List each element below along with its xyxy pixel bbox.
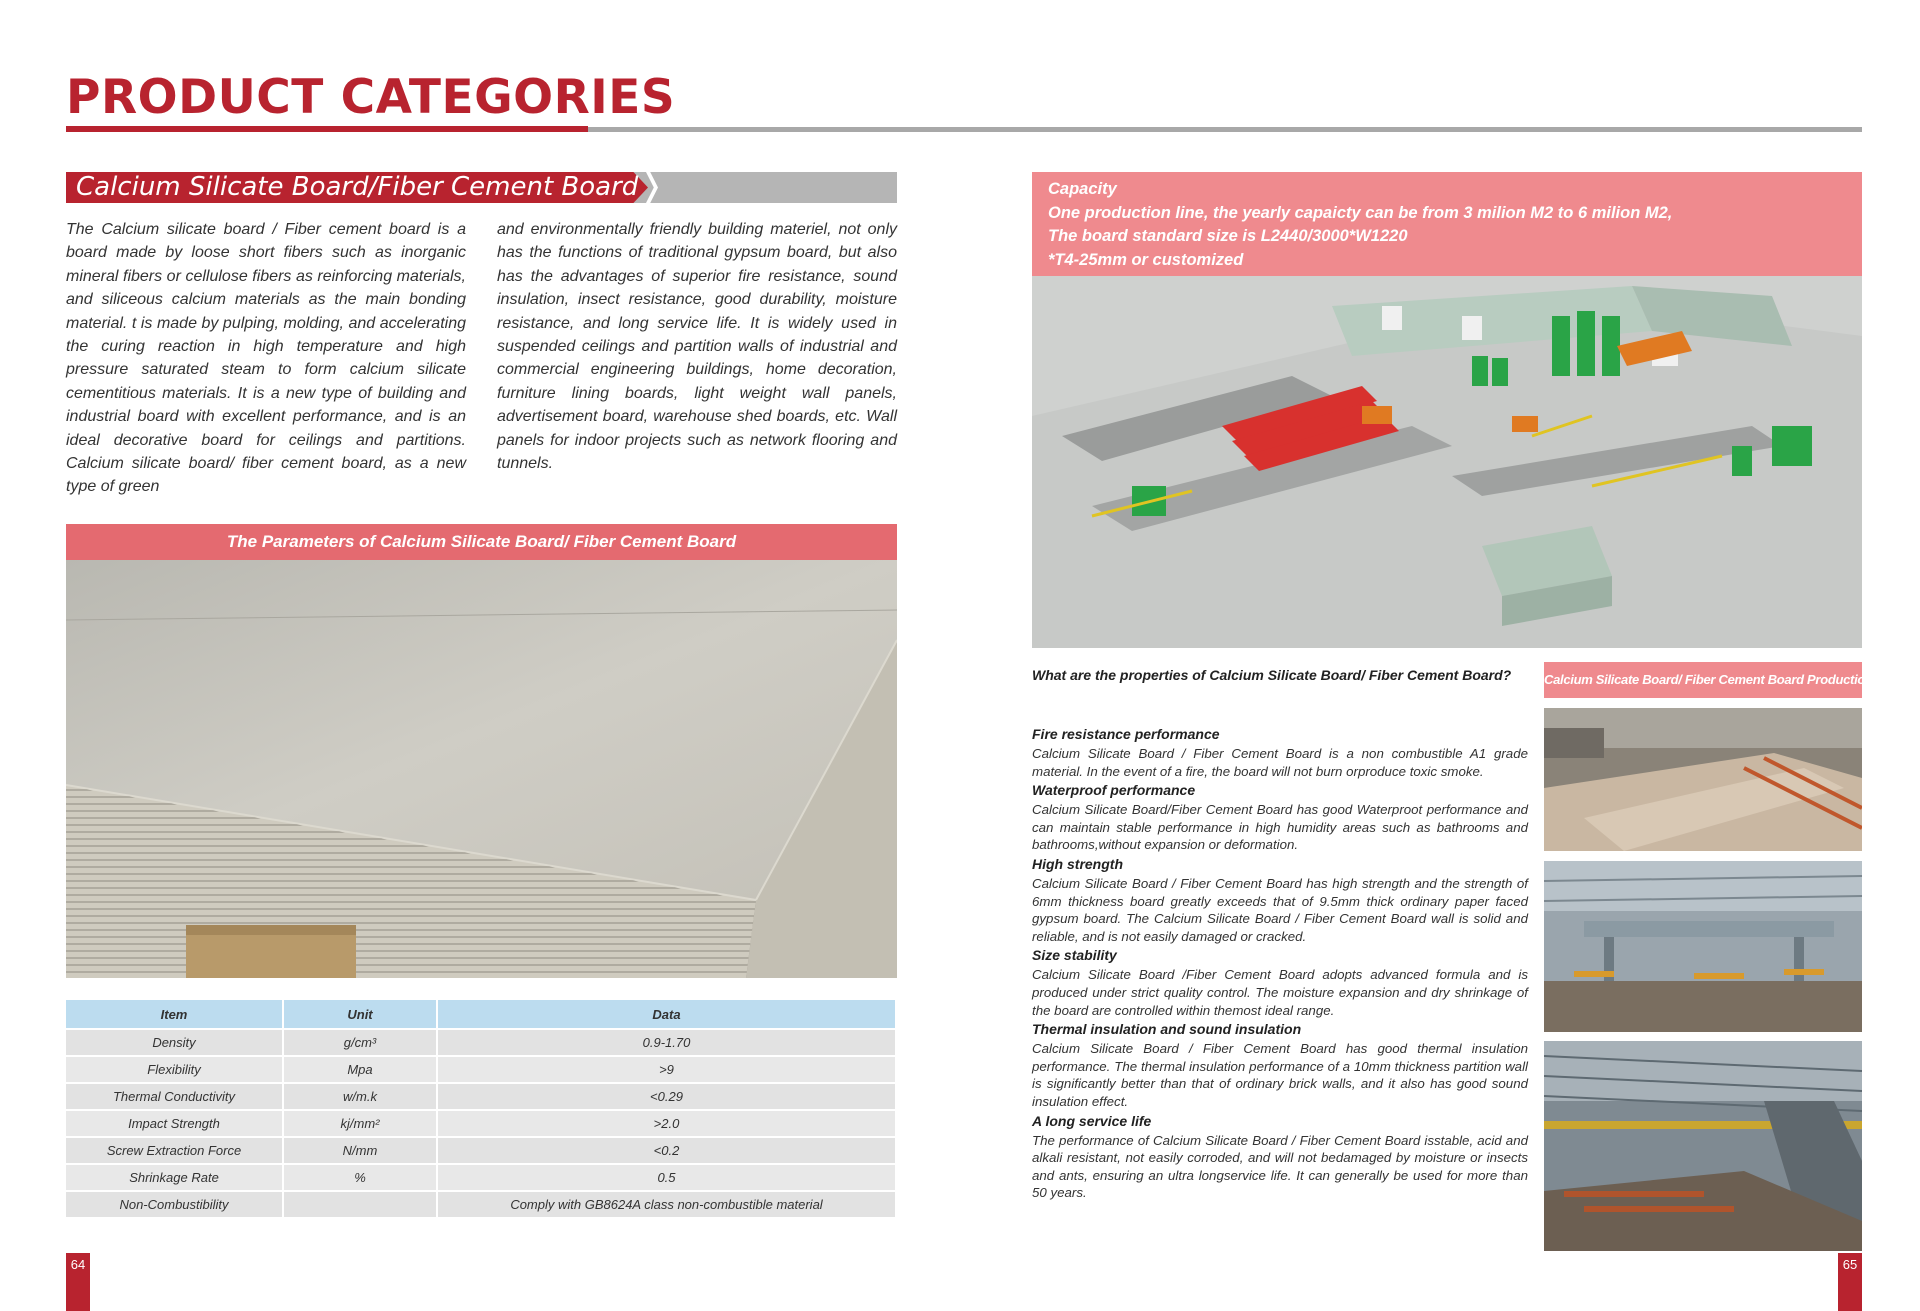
property-body-strength: Calcium Silicate Board / Fiber Cement Board has high strength and the strength of 6mm thickness board greatly exceeds that of 9.5mm thick ordinary paper faced gypsum board. The Calcium Silicate Board / Fiber Cement Board wall is solid and reliable, and is not easily damaged or cracked. bbox=[1032, 875, 1528, 944]
table-cell-data: <0.2 bbox=[437, 1137, 896, 1164]
table-cell-unit: g/cm³ bbox=[283, 1029, 437, 1056]
table-header-unit: Unit bbox=[283, 1000, 437, 1029]
property-body-insulation: Calcium Silicate Board / Fiber Cement Board has good thermal insulation performance. The thermal insulation performance of a 10mm thickness partition wall is significantly better than that of ordinary brick walls, and it also has good sound insulation effect. bbox=[1032, 1041, 1528, 1109]
property-body-size-stability: Calcium Silicate Board /Fiber Cement Board adopts advanced formula and is produced under strict quality control. The moisture expansion and dry shrinkage of the board are controlled within themost ideal range. bbox=[1032, 967, 1528, 1018]
table-cell-unit: N/mm bbox=[283, 1137, 437, 1164]
section-title: Calcium Silicate Board/Fiber Cement Board bbox=[76, 172, 639, 202]
table-cell-data: 0.9-1.70 bbox=[437, 1029, 896, 1056]
table-row bbox=[66, 1083, 896, 1110]
property-title-fire: Fire resistance performance bbox=[1032, 726, 1220, 742]
production-line-photo-3 bbox=[1544, 1041, 1862, 1251]
table-row bbox=[66, 1056, 896, 1083]
title-underline-red bbox=[66, 126, 588, 132]
table-header-data: Data bbox=[437, 1000, 896, 1029]
table-cell-data: >2.0 bbox=[437, 1110, 896, 1137]
table-cell-item: Screw Extraction Force bbox=[66, 1137, 283, 1164]
property-title-strength: High strength bbox=[1032, 855, 1123, 872]
property-body-service-life: The performance of Calcium Silicate Board / Fiber Cement Board isstable, acid and alkali resistant, not easily corroded, and will not bedamaged by moisture or insects and ants, ensuring an ultra longservice life. It can generally be used for more than 50 years. bbox=[1032, 1132, 1528, 1201]
intro-text-left: The Calcium silicate board / Fiber cement board is a board made by loose short fibers such as inorganic mineral fibers or cellulose fibers as reinforcing materials, and siliceous calcium materials as the main bonding material. t is made by pulping, molding, and accelerating the curing reaction in high temperature and high pressure saturated steam to form calcium silicate cementitious materials. It is a new type of building and industrial board with excellent performance, and is an ideal decorative board for ceilings and partitions. Calcium silicate board/ fiber cement board, as a new type of green bbox=[66, 221, 466, 496]
table-cell-item: Shrinkage Rate bbox=[66, 1164, 283, 1191]
intro-text-right: and environmentally friendly building materiel, not only has the functions of traditional gypsum board, but also has the advantages of superior fire resistance, sound insulation, insect resistance, good durability, moisture resistance, and long service life. It is widely used in suspended ceilings and partition walls of industrial and commercial engineering buildings, home decoration, furniture lining boards, light weight wall panels, advertisement board, warehouse shed boards, etc. Wall panels for indoor projects such as network flooring and tunnels. bbox=[497, 221, 897, 473]
capacity-label: Capacity bbox=[1048, 180, 1117, 198]
table-row bbox=[66, 1164, 896, 1191]
table-cell-unit bbox=[283, 1191, 437, 1218]
property-title-service-life: A long service life bbox=[1032, 1112, 1152, 1129]
table-cell-item: Non-Combustibility bbox=[66, 1191, 283, 1218]
table-row bbox=[66, 1191, 896, 1218]
table-cell-data: Comply with GB8624A class non-combustible material bbox=[437, 1191, 896, 1218]
property-title-insulation: Thermal insulation and sound insulation bbox=[1032, 1021, 1302, 1038]
table-cell-item: Impact Strength bbox=[66, 1110, 283, 1137]
table-header-row bbox=[66, 1000, 896, 1029]
table-cell-unit: % bbox=[283, 1164, 437, 1191]
production-line-photo-1 bbox=[1544, 708, 1862, 851]
property-body-waterproof: Calcium Silicate Board/Fiber Cement Board has good Waterproot performance and can maintain stable performance in high humidity areas such as bathrooms and bathrooms,without expansion or deformation. bbox=[1032, 802, 1528, 853]
table-row bbox=[66, 1137, 896, 1164]
table-cell-item: Density bbox=[66, 1029, 283, 1056]
capacity-line-1: One production line, the yearly capaicty can be from 3 milion M2 to 6 milion M2, bbox=[1048, 203, 1673, 222]
table-cell-data: 0.5 bbox=[437, 1164, 896, 1191]
properties-question: What are the properties of Calcium Silicate Board/ Fiber Cement Board? bbox=[1032, 667, 1512, 683]
title-underline-gray bbox=[588, 127, 1862, 132]
board-stack-photo bbox=[66, 560, 897, 978]
table-cell-data: >9 bbox=[437, 1056, 896, 1083]
page-number-right: 65 bbox=[1838, 1253, 1862, 1311]
table-cell-data: <0.29 bbox=[437, 1083, 896, 1110]
capacity-box bbox=[1032, 172, 1862, 276]
capacity-line-3: *T4-25mm or customized bbox=[1048, 250, 1244, 269]
page-number-left: 64 bbox=[66, 1253, 90, 1311]
table-cell-item: Flexibility bbox=[66, 1056, 283, 1083]
table-cell-item: Thermal Conductivity bbox=[66, 1083, 283, 1110]
page-title: PRODUCT CATEGORIES bbox=[66, 70, 676, 125]
table-cell-unit: kj/mm² bbox=[283, 1110, 437, 1137]
production-line-photo-2 bbox=[1544, 861, 1862, 1032]
property-title-size-stability: Size stability bbox=[1032, 947, 1117, 964]
property-title-waterproof: Waterproof performance bbox=[1032, 782, 1196, 799]
parameters-table bbox=[66, 1000, 897, 1219]
property-body-fire: Calcium Silicate Board / Fiber Cement Board is a non combustible A1 grade material. In the event of a fire, the board will not burn orproduce toxic smoke. bbox=[1032, 746, 1528, 779]
capacity-line-2: The board standard size is L2440/3000*W1220 bbox=[1048, 227, 1408, 245]
table-header-item: Item bbox=[66, 1000, 283, 1029]
properties-list bbox=[1032, 724, 1528, 1202]
parameters-title: The Parameters of Calcium Silicate Board/ Fiber Cement Board bbox=[66, 524, 897, 560]
table-row bbox=[66, 1110, 896, 1137]
factory-layout-render bbox=[1032, 276, 1862, 648]
table-row bbox=[66, 1029, 896, 1056]
production-line-label: Calcium Silicate Board/ Fiber Cement Board Production Line bbox=[1544, 662, 1862, 698]
table-cell-unit: w/m.k bbox=[283, 1083, 437, 1110]
table-cell-unit: Mpa bbox=[283, 1056, 437, 1083]
